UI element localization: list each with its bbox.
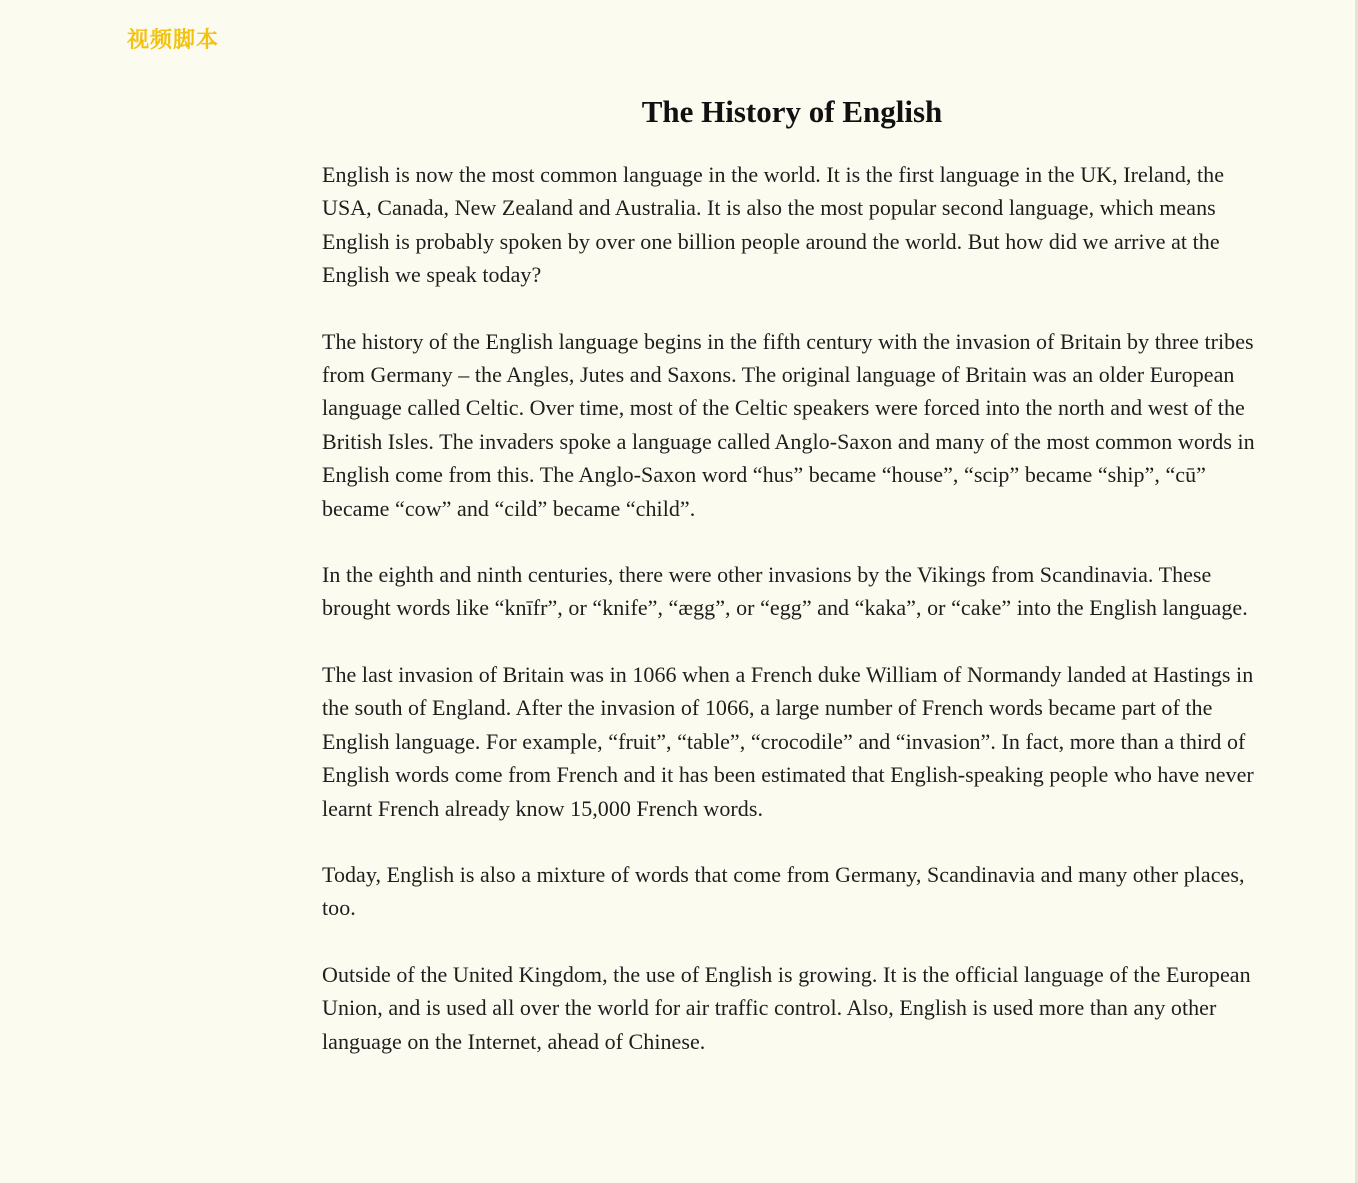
paragraph-anglo-saxon: The history of the English language begins in the fifth century with the invasion of Britain by three tribes from Germany – the Angles, Jutes and Saxons. The original language of Britain was an older European language called Celtic. Over time, most of the Celtic speakers were forced into the north and west of the British Isles. The invaders spoke a language called Anglo-Saxon and many of the most common words in English come from this. The Anglo-Saxon word “hus” became “house”, “scip” became “ship”, “cū” became “cow” and “cild” became “child”.	[322, 328, 1255, 521]
article-body	[322, 158, 1267, 1091]
section-tag: 视频脚本	[127, 28, 220, 53]
paragraph-intro: English is now the most common language in the world. It is the first language in the UK, Ireland, the USA, Canada, New Zealand and Australia. It is also the most popular second language, which means English is probably spoken by over one billion people around the world. But how did we arrive at the English we speak today?	[322, 162, 1225, 288]
paragraph-norman-invasion: The last invasion of Britain was in 1066 when a French duke William of Normandy landed at Hastings in the south of England. After the invasion of 1066, a large number of French words became part of the English language. For example, “fruit”, “table”, “crocodile” and “invasion”. In fact, more than a third of English words come from French and it has been estimated that English-speaking people who have never learnt French already know 15,000 French words.	[322, 661, 1254, 821]
paragraph-global-use: Outside of the United Kingdom, the use of English is growing. It is the official language of the European Union, and is used all over the world for air traffic control. Also, English is used more than any other language on the Internet, ahead of Chinese.	[322, 961, 1251, 1054]
paragraph-vikings: In the eighth and ninth centuries, there were other invasions by the Vikings from Scandinavia. These brought words like “knīfr”, or “knife”, “ægg”, or “egg” and “kaka”, or “cake” into the English language.	[322, 562, 1248, 621]
paragraph-mixture: Today, English is also a mixture of words that come from Germany, Scandinavia and many other places, too.	[322, 861, 1245, 921]
page-title: The History of English	[641, 94, 943, 129]
